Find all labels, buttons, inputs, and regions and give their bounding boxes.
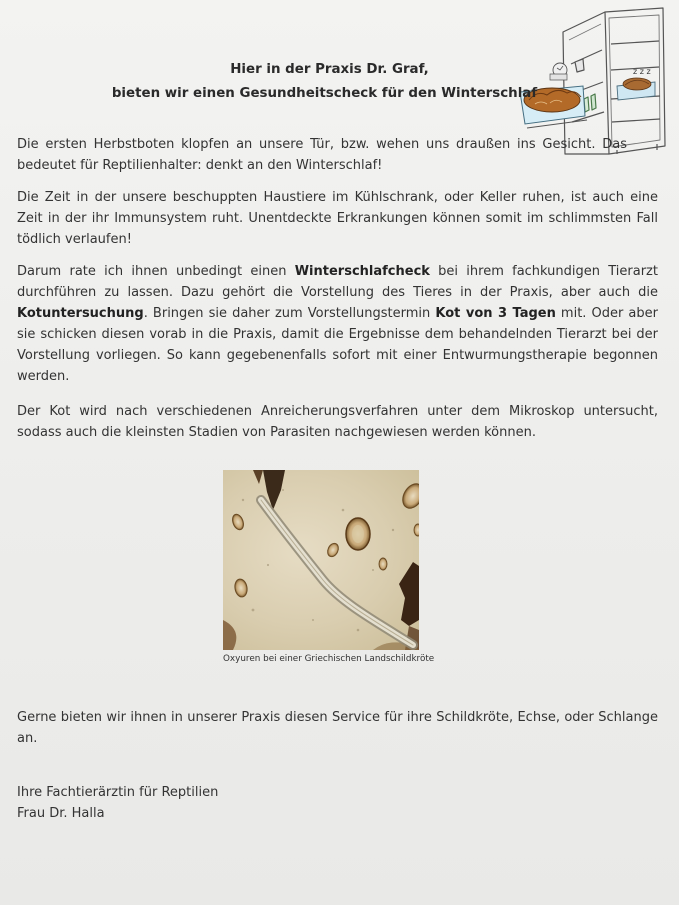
parasite-image-icon (223, 470, 419, 650)
p3-text-g: mit. Oder aber sie schicken diesen vorab in die Praxis, damit die Ergebnisse dem behandelnden Tierarzt bei der Vorstellung vorliegen. So kann gegebenenfalls sofort mit einer Entwurmungstherapie begonnen werden. (17, 306, 658, 384)
paragraph-microscope: Der Kot wird nach verschiedenen Anreicherungsverfahren unter dem Mikroskop untersucht, sodass auch die kleinsten Stadien von Parasiten nachgewiesen werden können. (17, 404, 658, 440)
page-title-line1: Hier in der Praxis Dr. Graf, (230, 62, 429, 77)
paragraph-immune: Die Zeit in der unsere beschuppten Haustiere im Kühlschrank, oder Keller ruhen, ist auch eine Zeit in der ihr Immunsystem ruht. Unentdeckte Erkrankungen können somit im schlimmsten Fall tödlich verlaufen! (17, 190, 658, 247)
p3-text-c: bei ihrem fachkundigen Tierarzt durchführen zu lassen. Dazu gehört die Vorstellung des Tieres in der Praxis, aber auch die (17, 264, 658, 300)
p3-text-e: . Bringen sie daher zum Vorstellungstermin (143, 306, 436, 321)
paragraph-check (17, 261, 658, 387)
p3-bold-kot-3-tagen: Kot von 3 Tagen (435, 306, 556, 321)
photo-caption: Oxyuren bei einer Griechischen Landschildkröte (223, 654, 435, 664)
p3-bold-winterschlafcheck: Winterschlafcheck (294, 264, 430, 279)
paragraph-intro: Die ersten Herbstboten klopfen an unsere Tür, bzw. wehen uns draußen ins Gesicht. Das bedeutet für Reptilienhalter: denkt an den Winterschlaf! (17, 137, 627, 173)
p3-bold-kotuntersuchung: Kotuntersuchung (17, 306, 144, 321)
p3-text-a: Darum rate ich ihnen unbedingt einen (17, 264, 295, 279)
signature-block (17, 782, 658, 824)
paragraph-service: Gerne bieten wir ihnen in unserer Praxis diesen Service für ihre Schildkröte, Echse, oder Schlange an. (17, 710, 658, 746)
signature-line2: Frau Dr. Halla (17, 806, 105, 821)
microscope-photo (223, 470, 419, 650)
signature-line1: Ihre Fachtierärztin für Reptilien (17, 785, 219, 800)
svg-text:z z z: z z z (633, 67, 651, 76)
page-title-line2: bieten wir einen Gesundheitscheck für den Winterschlaf (111, 86, 538, 101)
